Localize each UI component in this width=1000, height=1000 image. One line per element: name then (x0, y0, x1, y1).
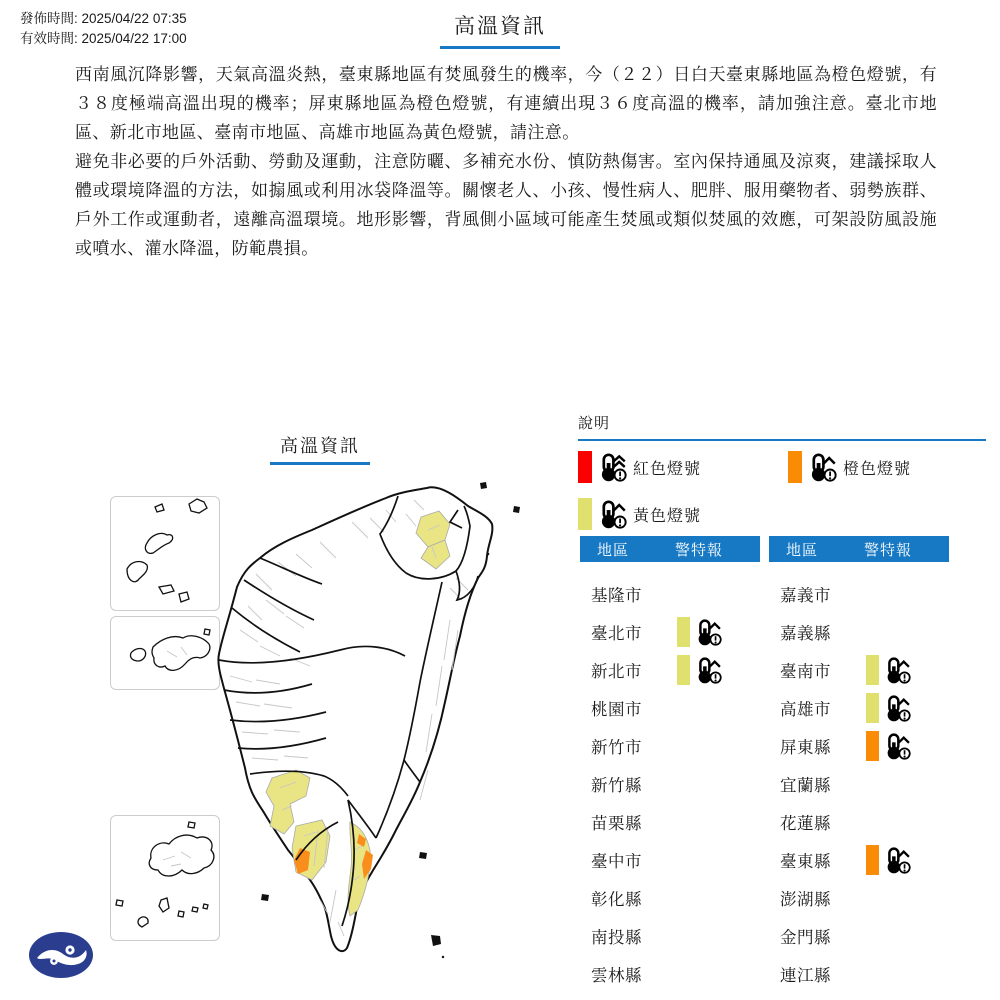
region-name: 屏東縣 (780, 739, 831, 757)
region-name: 基隆市 (591, 587, 642, 605)
advisory-text (75, 60, 937, 263)
table-row (580, 689, 760, 727)
legend-item-yellow (578, 496, 788, 532)
thermometer-icon (884, 695, 911, 722)
color-swatch (677, 655, 690, 685)
legend-label: 黃色燈號 (633, 507, 702, 525)
region-name: 臺東縣 (780, 853, 831, 871)
table-row (769, 879, 949, 917)
legend-divider (578, 439, 986, 441)
region-name: 高雄市 (780, 701, 831, 719)
legend-label: 橙色燈號 (843, 460, 912, 478)
table-row (769, 765, 949, 803)
thermometer-icon (695, 657, 722, 684)
warning-badge-yellow (866, 655, 911, 685)
warning-column-header: 警特報 (675, 541, 724, 559)
region-name: 桃園市 (591, 701, 642, 719)
color-swatch (866, 845, 879, 875)
region-column-header: 地區 (786, 541, 819, 559)
warning-badge-yellow (866, 693, 911, 723)
table-row (769, 689, 949, 727)
table-row (580, 879, 760, 917)
region-name: 南投縣 (591, 929, 642, 947)
region-name: 雲林縣 (591, 967, 642, 985)
color-swatch (866, 693, 879, 723)
table-row (769, 841, 949, 879)
table-header (580, 536, 760, 562)
table-row (580, 803, 760, 841)
table-header (769, 536, 949, 562)
region-column-header: 地區 (597, 541, 630, 559)
taiwan-map (200, 470, 520, 970)
region-name: 新北市 (591, 663, 642, 681)
red-color-swatch (578, 451, 592, 483)
table-row (769, 651, 949, 689)
table-row (769, 613, 949, 651)
table-row (769, 727, 949, 765)
color-swatch (677, 617, 690, 647)
table-row (769, 803, 949, 841)
color-swatch (866, 731, 879, 761)
map-title-wrap (250, 432, 390, 465)
warning-column-header: 警特報 (864, 541, 913, 559)
thermometer-icon (884, 733, 911, 760)
table-row (580, 955, 760, 993)
color-swatch (866, 655, 879, 685)
thermometer-alert-icon (598, 500, 627, 529)
legend-title: 說明 (578, 415, 611, 432)
yellow-color-swatch (578, 498, 592, 530)
thermometer-alert-icon (808, 453, 837, 482)
table-row (769, 575, 949, 613)
table-row (580, 651, 760, 689)
table-row (580, 575, 760, 613)
cwa-logo (28, 930, 96, 982)
region-name: 花蓮縣 (780, 815, 831, 833)
thermometer-alert-icon (598, 453, 627, 482)
legend-item-orange (788, 449, 986, 485)
region-name: 臺中市 (591, 853, 642, 871)
warning-badge-orange (866, 731, 911, 761)
table-row (580, 841, 760, 879)
warning-badge-orange (866, 845, 911, 875)
warning-table-right (769, 536, 949, 993)
page-title: 高溫資訊 (440, 10, 560, 49)
region-name: 連江縣 (780, 967, 831, 985)
region-name: 新竹市 (591, 739, 642, 757)
legend-label: 紅色燈號 (633, 460, 702, 478)
region-name: 澎湖縣 (780, 891, 831, 909)
region-name: 彰化縣 (591, 891, 642, 909)
legend (578, 412, 986, 532)
warning-badge-yellow (677, 655, 722, 685)
region-name: 宜蘭縣 (780, 777, 831, 795)
region-name: 嘉義市 (780, 587, 831, 605)
thermometer-icon (695, 619, 722, 646)
advisory-paragraph-2: 避免非必要的戶外活動、勞動及運動，注意防曬、多補充水份、慎防熱傷害。室內保持通風及涼爽，建議採取人體或環境降溫的方法，如搧風或利用冰袋降溫等。關懷老人、小孩、慢性病人、肥胖、服用藥物者、弱勢族群、戶外工作或運動者，遠離高溫環境。地形影響，背風側小區域可能產生焚風或類似焚風的效應，可架設防風設施或噴水、灌水降溫，防範農損。 (75, 152, 937, 258)
table-row (769, 955, 949, 993)
thermometer-icon (884, 847, 911, 874)
region-name: 新竹縣 (591, 777, 642, 795)
region-name: 苗栗縣 (591, 815, 642, 833)
thermometer-icon (884, 657, 911, 684)
legend-item-red (578, 449, 788, 485)
region-name: 金門縣 (780, 929, 831, 947)
orange-color-swatch (788, 451, 802, 483)
table-row (769, 917, 949, 955)
page-title-wrap (0, 10, 1000, 49)
table-row (580, 765, 760, 803)
table-row (580, 613, 760, 651)
table-row (580, 917, 760, 955)
warning-table-left (580, 536, 760, 993)
table-row (580, 727, 760, 765)
valid-time: 有效時間: 2025/04/22 17:00 (20, 31, 187, 46)
advisory-paragraph-1: 西南風沉降影響，天氣高溫炎熱，臺東縣地區有焚風發生的機率，今（２２）日白天臺東縣地區為橙色燈號，有３８度極端高溫出現的機率；屏東縣地區為橙色燈號，有連續出現３６度高溫的機率，請加強注意。臺北市地區、新北市地區、臺南市地區、高雄市地區為黃色燈號，請注意。 (75, 65, 937, 142)
region-name: 臺北市 (591, 625, 642, 643)
warning-badge-yellow (677, 617, 722, 647)
region-name: 嘉義縣 (780, 625, 831, 643)
issued-time: 發佈時間: 2025/04/22 07:35 (20, 11, 187, 26)
map-title: 高溫資訊 (270, 432, 370, 465)
region-name: 臺南市 (780, 663, 831, 681)
